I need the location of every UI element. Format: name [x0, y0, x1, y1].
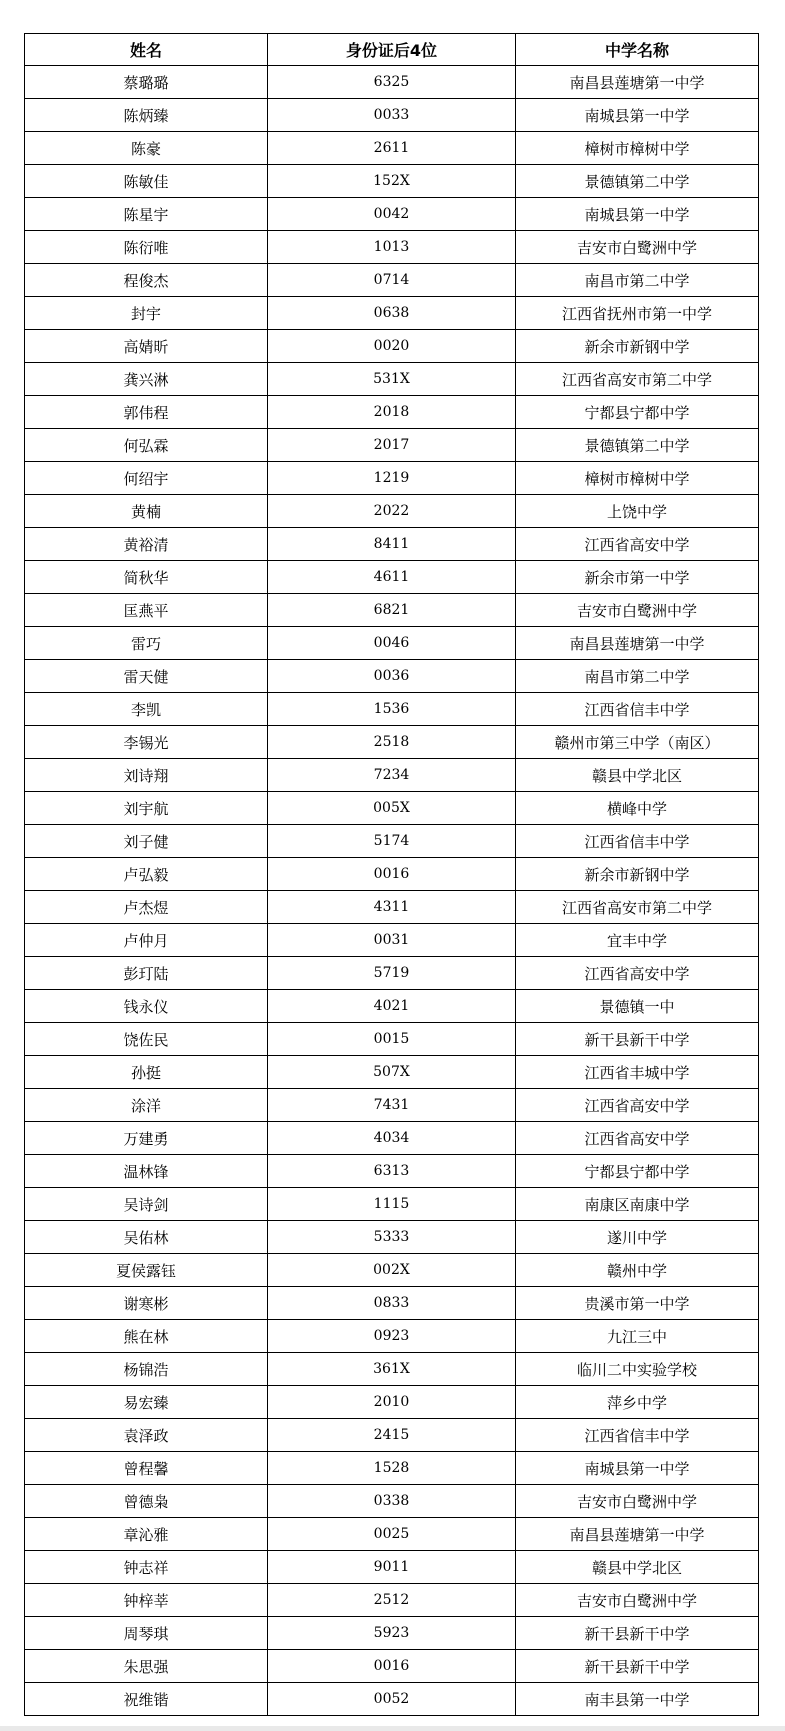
- student-name-cell: 祝维锴: [25, 1683, 268, 1716]
- header-name: 姓名: [25, 34, 268, 66]
- id-last4-cell: 2010: [268, 1386, 516, 1419]
- school-name-cell: 江西省高安中学: [516, 1089, 759, 1122]
- school-name-cell: 南昌市第二中学: [516, 264, 759, 297]
- student-name-cell: 刘诗翔: [25, 759, 268, 792]
- school-name-cell: 宜丰中学: [516, 924, 759, 957]
- table-row: [25, 891, 759, 924]
- header-school: 中学名称: [516, 34, 759, 66]
- student-name-cell: 黄楠: [25, 495, 268, 528]
- table-row: [25, 1518, 759, 1551]
- student-name-cell: 钟梓莘: [25, 1584, 268, 1617]
- school-name-cell: 江西省信丰中学: [516, 1419, 759, 1452]
- id-last4-cell: 4311: [268, 891, 516, 924]
- table-row: [25, 1089, 759, 1122]
- school-name-cell: 宁都县宁都中学: [516, 1155, 759, 1188]
- id-last4-cell: 0833: [268, 1287, 516, 1320]
- id-last4-cell: 6313: [268, 1155, 516, 1188]
- id-last4-cell: 2518: [268, 726, 516, 759]
- table-row: [25, 1683, 759, 1716]
- table-row: [25, 759, 759, 792]
- school-name-cell: 南昌市第二中学: [516, 660, 759, 693]
- school-name-cell: 新余市新钢中学: [516, 858, 759, 891]
- id-last4-cell: 1013: [268, 231, 516, 264]
- id-last4-cell: 1115: [268, 1188, 516, 1221]
- id-last4-cell: 2018: [268, 396, 516, 429]
- table-row: [25, 99, 759, 132]
- student-name-cell: 雷巧: [25, 627, 268, 660]
- table-row: [25, 528, 759, 561]
- table-header-row: [25, 34, 759, 66]
- school-name-cell: 上饶中学: [516, 495, 759, 528]
- table-row: [25, 1419, 759, 1452]
- id-last4-cell: 2022: [268, 495, 516, 528]
- table-row: [25, 462, 759, 495]
- school-name-cell: 南城县第一中学: [516, 1452, 759, 1485]
- school-name-cell: 遂川中学: [516, 1221, 759, 1254]
- student-name-cell: 朱思强: [25, 1650, 268, 1683]
- table-row: [25, 1188, 759, 1221]
- id-last4-cell: 4611: [268, 561, 516, 594]
- school-name-cell: 江西省高安中学: [516, 957, 759, 990]
- student-name-cell: 卢仲月: [25, 924, 268, 957]
- school-name-cell: 南昌县莲塘第一中学: [516, 1518, 759, 1551]
- id-last4-cell: 531X: [268, 363, 516, 396]
- school-name-cell: 江西省信丰中学: [516, 693, 759, 726]
- student-list-table-container: [24, 33, 758, 1716]
- table-row: [25, 1452, 759, 1485]
- table-row: [25, 429, 759, 462]
- table-row: [25, 825, 759, 858]
- student-name-cell: 陈炳臻: [25, 99, 268, 132]
- id-last4-cell: 0016: [268, 1650, 516, 1683]
- table-row: [25, 66, 759, 99]
- school-name-cell: 江西省丰城中学: [516, 1056, 759, 1089]
- id-last4-cell: 2017: [268, 429, 516, 462]
- id-last4-cell: 0033: [268, 99, 516, 132]
- table-row: [25, 990, 759, 1023]
- school-name-cell: 新余市第一中学: [516, 561, 759, 594]
- school-name-cell: 江西省抚州市第一中学: [516, 297, 759, 330]
- id-last4-cell: 0638: [268, 297, 516, 330]
- student-name-cell: 章沁雅: [25, 1518, 268, 1551]
- id-last4-cell: 4034: [268, 1122, 516, 1155]
- school-name-cell: 江西省高安市第二中学: [516, 891, 759, 924]
- student-name-cell: 何绍宇: [25, 462, 268, 495]
- bottom-divider: [0, 1726, 785, 1731]
- id-last4-cell: 5174: [268, 825, 516, 858]
- id-last4-cell: 2611: [268, 132, 516, 165]
- school-name-cell: 南丰县第一中学: [516, 1683, 759, 1716]
- table-row: [25, 1386, 759, 1419]
- student-name-cell: 熊在林: [25, 1320, 268, 1353]
- student-name-cell: 夏侯露钰: [25, 1254, 268, 1287]
- school-name-cell: 横峰中学: [516, 792, 759, 825]
- student-name-cell: 钟志祥: [25, 1551, 268, 1584]
- student-name-cell: 高婧昕: [25, 330, 268, 363]
- table-row: [25, 1617, 759, 1650]
- school-name-cell: 赣州中学: [516, 1254, 759, 1287]
- school-name-cell: 新干县新干中学: [516, 1617, 759, 1650]
- student-name-cell: 曾程馨: [25, 1452, 268, 1485]
- table-row: [25, 1254, 759, 1287]
- student-name-cell: 陈敏佳: [25, 165, 268, 198]
- table-row: [25, 198, 759, 231]
- table-row: [25, 858, 759, 891]
- school-name-cell: 贵溪市第一中学: [516, 1287, 759, 1320]
- id-last4-cell: 1536: [268, 693, 516, 726]
- id-last4-cell: 5923: [268, 1617, 516, 1650]
- table-row: [25, 495, 759, 528]
- table-row: [25, 1056, 759, 1089]
- school-name-cell: 南城县第一中学: [516, 99, 759, 132]
- table-row: [25, 1221, 759, 1254]
- table-row: [25, 132, 759, 165]
- student-list-table: [24, 33, 759, 1716]
- student-name-cell: 杨锦浩: [25, 1353, 268, 1386]
- id-last4-cell: 6325: [268, 66, 516, 99]
- student-name-cell: 陈豪: [25, 132, 268, 165]
- table-row: [25, 924, 759, 957]
- id-last4-cell: 0036: [268, 660, 516, 693]
- student-name-cell: 涂洋: [25, 1089, 268, 1122]
- school-name-cell: 临川二中实验学校: [516, 1353, 759, 1386]
- table-row: [25, 1122, 759, 1155]
- school-name-cell: 江西省高安中学: [516, 1122, 759, 1155]
- table-row: [25, 1650, 759, 1683]
- table-row: [25, 792, 759, 825]
- student-name-cell: 郭伟程: [25, 396, 268, 429]
- student-name-cell: 袁泽政: [25, 1419, 268, 1452]
- id-last4-cell: 4021: [268, 990, 516, 1023]
- school-name-cell: 新余市新钢中学: [516, 330, 759, 363]
- school-name-cell: 景德镇一中: [516, 990, 759, 1023]
- student-name-cell: 温林锋: [25, 1155, 268, 1188]
- school-name-cell: 樟树市樟树中学: [516, 132, 759, 165]
- student-name-cell: 卢杰煜: [25, 891, 268, 924]
- school-name-cell: 江西省信丰中学: [516, 825, 759, 858]
- student-name-cell: 孙挺: [25, 1056, 268, 1089]
- table-row: [25, 264, 759, 297]
- student-name-cell: 简秋华: [25, 561, 268, 594]
- id-last4-cell: 0714: [268, 264, 516, 297]
- student-name-cell: 雷天健: [25, 660, 268, 693]
- student-name-cell: 刘宇航: [25, 792, 268, 825]
- student-name-cell: 匡燕平: [25, 594, 268, 627]
- school-name-cell: 九江三中: [516, 1320, 759, 1353]
- student-name-cell: 封宇: [25, 297, 268, 330]
- id-last4-cell: 5719: [268, 957, 516, 990]
- table-row: [25, 1584, 759, 1617]
- id-last4-cell: 0338: [268, 1485, 516, 1518]
- table-row: [25, 330, 759, 363]
- id-last4-cell: 361X: [268, 1353, 516, 1386]
- school-name-cell: 赣县中学北区: [516, 759, 759, 792]
- school-name-cell: 南昌县莲塘第一中学: [516, 627, 759, 660]
- id-last4-cell: 5333: [268, 1221, 516, 1254]
- id-last4-cell: 0052: [268, 1683, 516, 1716]
- table-row: [25, 594, 759, 627]
- id-last4-cell: 002X: [268, 1254, 516, 1287]
- id-last4-cell: 7234: [268, 759, 516, 792]
- id-last4-cell: 152X: [268, 165, 516, 198]
- table-row: [25, 1023, 759, 1056]
- school-name-cell: 萍乡中学: [516, 1386, 759, 1419]
- school-name-cell: 吉安市白鹭洲中学: [516, 231, 759, 264]
- header-id-last4: 身份证后4位: [268, 34, 516, 66]
- student-name-cell: 易宏臻: [25, 1386, 268, 1419]
- id-last4-cell: 9011: [268, 1551, 516, 1584]
- student-name-cell: 李凯: [25, 693, 268, 726]
- school-name-cell: 景德镇第二中学: [516, 429, 759, 462]
- student-name-cell: 李锡光: [25, 726, 268, 759]
- table-row: [25, 363, 759, 396]
- student-name-cell: 卢弘毅: [25, 858, 268, 891]
- id-last4-cell: 0016: [268, 858, 516, 891]
- table-row: [25, 165, 759, 198]
- table-row: [25, 726, 759, 759]
- student-name-cell: 谢寒彬: [25, 1287, 268, 1320]
- table-row: [25, 1287, 759, 1320]
- table-row: [25, 231, 759, 264]
- student-name-cell: 黄裕清: [25, 528, 268, 561]
- id-last4-cell: 6821: [268, 594, 516, 627]
- id-last4-cell: 0923: [268, 1320, 516, 1353]
- table-row: [25, 660, 759, 693]
- id-last4-cell: 1528: [268, 1452, 516, 1485]
- school-name-cell: 赣州市第三中学（南区）: [516, 726, 759, 759]
- school-name-cell: 吉安市白鹭洲中学: [516, 1584, 759, 1617]
- school-name-cell: 新干县新干中学: [516, 1023, 759, 1056]
- id-last4-cell: 507X: [268, 1056, 516, 1089]
- table-row: [25, 297, 759, 330]
- id-last4-cell: 0031: [268, 924, 516, 957]
- school-name-cell: 南昌县莲塘第一中学: [516, 66, 759, 99]
- table-row: [25, 1551, 759, 1584]
- table-row: [25, 1353, 759, 1386]
- school-name-cell: 吉安市白鹭洲中学: [516, 594, 759, 627]
- table-row: [25, 693, 759, 726]
- table-body: [25, 66, 759, 1716]
- school-name-cell: 新干县新干中学: [516, 1650, 759, 1683]
- school-name-cell: 南城县第一中学: [516, 198, 759, 231]
- student-name-cell: 蔡璐璐: [25, 66, 268, 99]
- table-row: [25, 561, 759, 594]
- id-last4-cell: 0015: [268, 1023, 516, 1056]
- student-name-cell: 龚兴淋: [25, 363, 268, 396]
- student-name-cell: 吴诗剑: [25, 1188, 268, 1221]
- id-last4-cell: 0042: [268, 198, 516, 231]
- table-row: [25, 627, 759, 660]
- school-name-cell: 樟树市樟树中学: [516, 462, 759, 495]
- table-row: [25, 1485, 759, 1518]
- school-name-cell: 景德镇第二中学: [516, 165, 759, 198]
- student-name-cell: 陈衍唯: [25, 231, 268, 264]
- student-name-cell: 饶佐民: [25, 1023, 268, 1056]
- id-last4-cell: 0020: [268, 330, 516, 363]
- table-row: [25, 396, 759, 429]
- id-last4-cell: 2415: [268, 1419, 516, 1452]
- student-name-cell: 陈星宇: [25, 198, 268, 231]
- school-name-cell: 南康区南康中学: [516, 1188, 759, 1221]
- id-last4-cell: 8411: [268, 528, 516, 561]
- student-name-cell: 刘子健: [25, 825, 268, 858]
- school-name-cell: 吉安市白鹭洲中学: [516, 1485, 759, 1518]
- id-last4-cell: 0046: [268, 627, 516, 660]
- table-row: [25, 1155, 759, 1188]
- school-name-cell: 江西省高安市第二中学: [516, 363, 759, 396]
- table-row: [25, 1320, 759, 1353]
- student-name-cell: 吴佑林: [25, 1221, 268, 1254]
- id-last4-cell: 0025: [268, 1518, 516, 1551]
- table-row: [25, 957, 759, 990]
- id-last4-cell: 2512: [268, 1584, 516, 1617]
- id-last4-cell: 7431: [268, 1089, 516, 1122]
- student-name-cell: 万建勇: [25, 1122, 268, 1155]
- student-name-cell: 彭玎陆: [25, 957, 268, 990]
- student-name-cell: 曾德枭: [25, 1485, 268, 1518]
- id-last4-cell: 1219: [268, 462, 516, 495]
- student-name-cell: 钱永仪: [25, 990, 268, 1023]
- school-name-cell: 宁都县宁都中学: [516, 396, 759, 429]
- school-name-cell: 江西省高安中学: [516, 528, 759, 561]
- student-name-cell: 程俊杰: [25, 264, 268, 297]
- student-name-cell: 何弘霖: [25, 429, 268, 462]
- id-last4-cell: 005X: [268, 792, 516, 825]
- student-name-cell: 周琴琪: [25, 1617, 268, 1650]
- school-name-cell: 赣县中学北区: [516, 1551, 759, 1584]
